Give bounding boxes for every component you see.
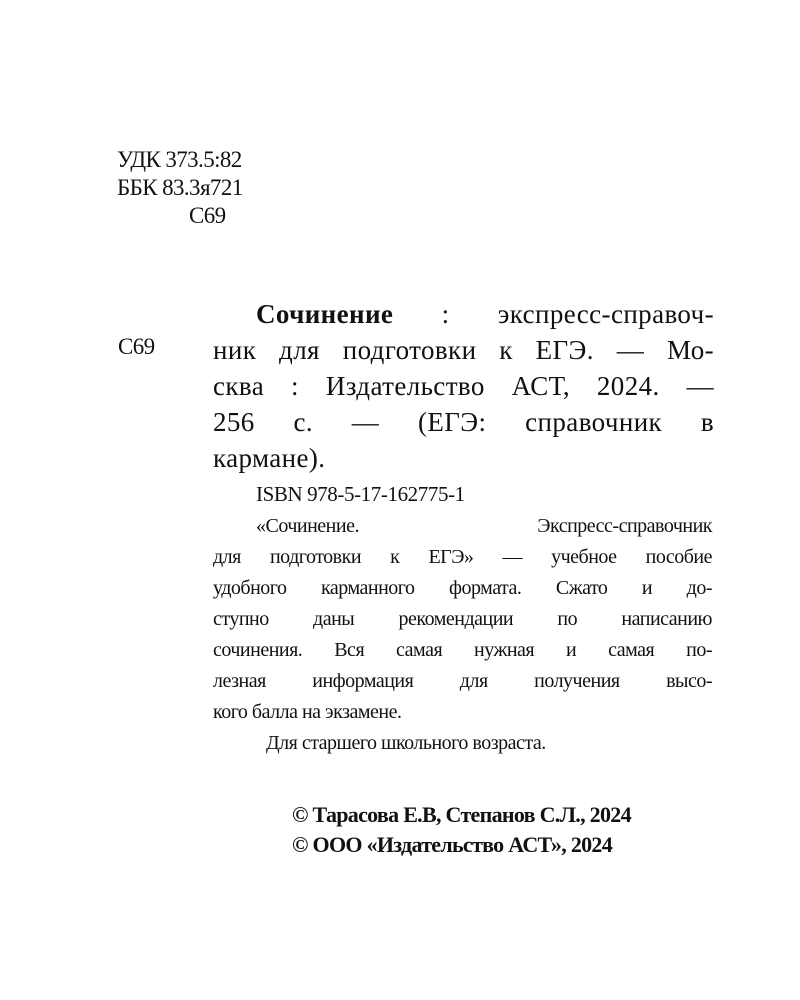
udk-code: УДК 373.5:82 xyxy=(117,147,242,172)
isbn: ISBN 978-5-17-162775-1 xyxy=(256,482,465,506)
bibliography-line-1 xyxy=(256,296,714,332)
annotation-line-7: кого балла на экзамене. xyxy=(213,701,402,723)
book-title: Сочинение xyxy=(256,299,394,329)
annotation-line-3: удобного карманного формата. Сжато и до- xyxy=(213,577,712,599)
copyright-authors: © Тарасова Е.В, Степанов С.Л., 2024 xyxy=(292,802,631,827)
annotation-line-4: ступно даны рекомендации по написанию xyxy=(213,608,712,630)
bbk-code: ББК 83.3я721 xyxy=(117,175,243,200)
annotation-line-1: «Сочинение. Экспресс-справочник xyxy=(256,515,712,537)
annotation-line-5: сочинения. Вся самая нужная и самая по- xyxy=(213,639,712,661)
audience-note: Для старшего школьного возраста. xyxy=(266,732,546,754)
author-mark-side: С69 xyxy=(118,334,155,359)
bibliography-line-3: сква : Издательство АСТ, 2024. — xyxy=(213,371,714,401)
bibliography-line-5: кармане). xyxy=(213,443,326,473)
bibliography-line-1-rest: : экспресс-справоч- xyxy=(393,299,714,329)
author-mark: С69 xyxy=(189,203,226,228)
copyright-publisher: © ООО «Издательство АСТ», 2024 xyxy=(292,832,613,857)
annotation-line-6: лезная информация для получения высо- xyxy=(213,670,712,692)
bibliography-line-2: ник для подготовки к ЕГЭ. — Мо- xyxy=(213,335,714,365)
annotation-line-2: для подготовки к ЕГЭ» — учебное пособие xyxy=(213,546,712,568)
bibliography-line-4: 256 с. — (ЕГЭ: справочник в xyxy=(213,407,714,437)
